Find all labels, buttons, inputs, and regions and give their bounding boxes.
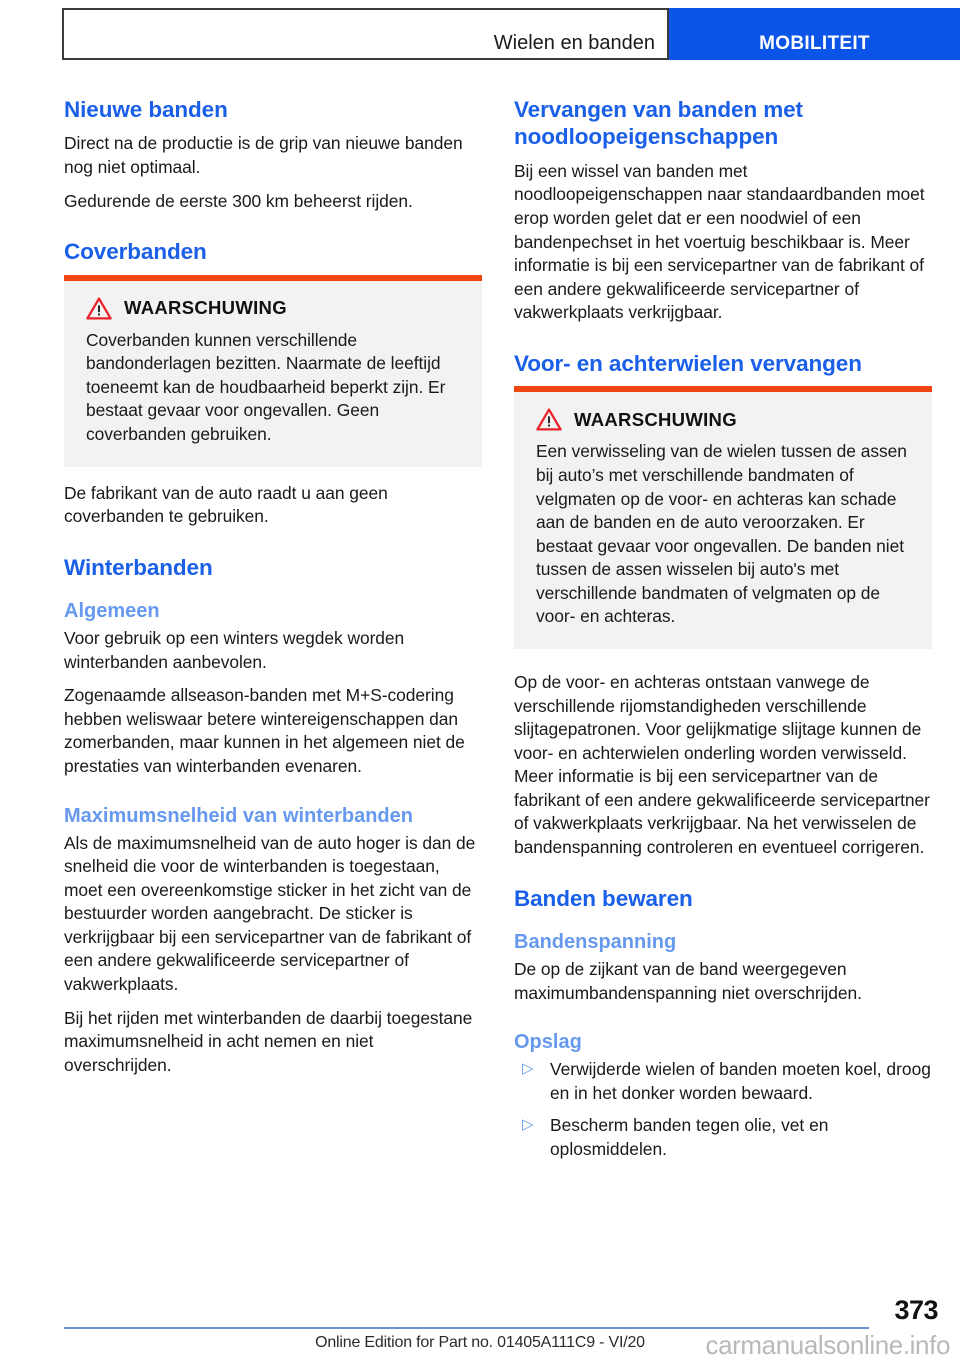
- heading-banden-bewaren: Banden bewaren: [514, 885, 693, 911]
- warning-header: [86, 297, 464, 320]
- spacer: [64, 467, 482, 482]
- list-item: [514, 1114, 932, 1161]
- triangle-bullet-icon: ▷: [522, 1060, 534, 1078]
- paragraph-algemeen-2: Zogenaamde allseason-banden met M+S-codering hebben weliswaar betere wintereigenschappen dan zomerbanden, maar kunnen in het algemeen niet de prestaties van winterbanden evenaren.: [64, 685, 465, 776]
- header-chapter-box: [62, 8, 669, 60]
- warning-box-voor-achterwielen: [514, 386, 932, 649]
- header-section-box: [669, 8, 960, 60]
- warning-text: Een verwisseling van de wielen tussen de assen bij auto’s met verschillende bandmaten of velgmaten op de voor- en achteras kan schade aan de banden en de auto veroorzaken. Er bestaat gevaar voor ongevallen. De banden niet tussen de assen wisselen bij auto's met verschillende bandmaten of velgmaten op de voor- en achteras.: [536, 441, 907, 627]
- paragraph-maximumsnelheid-2: Bij het rijden met winterbanden de daarbij toegestane maximumsnelheid in acht nemen en niet overschrijden.: [64, 1007, 473, 1075]
- spacer: [514, 870, 932, 885]
- heading-maximumsnelheid: Maximumsnelheid van winterbanden: [64, 804, 413, 827]
- spacer: [64, 223, 482, 238]
- warning-title: WAARSCHUWING: [574, 408, 737, 430]
- paragraph-nieuwe-banden-1: Direct na de productie is de grip van nieuwe banden nog niet optimaal.: [64, 133, 463, 178]
- header-chapter-label: Wielen en banden: [493, 32, 655, 54]
- spacer: [64, 539, 482, 554]
- heading-winterbanden: Winterbanden: [64, 554, 213, 580]
- heading-opslag: Opslag: [514, 1031, 582, 1054]
- footer-divider: [64, 1327, 869, 1329]
- list-item-text: Bescherm banden tegen olie, vet en oplosmiddelen.: [550, 1115, 829, 1159]
- left-column: [64, 96, 482, 1162]
- warning-title: WAARSCHUWING: [124, 297, 287, 319]
- spacer: [514, 1015, 932, 1030]
- footer-edition-text: Online Edition for Part no. 01405A111C9 - VI/20: [315, 1334, 645, 1351]
- list-item-text: Verwijderde wielen of banden moeten koel, droog en in het donker worden bewaard.: [550, 1059, 931, 1103]
- heading-vervangen-noodloop: Vervangen van banden met noodloopeigenschappen: [514, 97, 803, 150]
- paragraph-coverbanden-after: De fabrikant van de auto raadt u aan geen coverbanden te gebruiken.: [64, 482, 388, 527]
- page-header: [62, 8, 960, 60]
- heading-coverbanden: Coverbanden: [64, 239, 207, 265]
- page-body: [64, 96, 932, 1162]
- spacer: [64, 590, 482, 599]
- triangle-bullet-icon: ▷: [522, 1116, 534, 1134]
- spacer: [514, 921, 932, 930]
- header-section-label: MOBILITEIT: [759, 33, 870, 54]
- warning-header: [536, 408, 914, 431]
- warning-triangle-icon: [86, 297, 112, 320]
- heading-voor-achterwielen: Voor- en achterwielen vervangen: [514, 350, 862, 376]
- heading-algemeen: Algemeen: [64, 600, 160, 623]
- opslag-bullet-list: [514, 1058, 932, 1161]
- paragraph-algemeen-1: Voor gebruik op een winters wegdek worden winterbanden aanbevolen.: [64, 628, 405, 672]
- paragraph-bandenspanning: De op de zijkant van de band weergegeven maximumbandenspanning niet overschrijden.: [514, 959, 862, 1003]
- spacer: [514, 335, 932, 350]
- spacer: [64, 789, 482, 804]
- right-column: [514, 96, 932, 1162]
- list-item: [514, 1058, 932, 1105]
- paragraph-nieuwe-banden-2: Gedurende de eerste 300 km beheerst rijden.: [64, 190, 413, 211]
- paragraph-vervangen-noodloop: Bij een wissel van banden met noodloopeigenschappen naar standaardbanden moet erop worden gelet dat er een noodwiel of een bandenpechset in het voertuig beschikbaar is. Meer informatie is bij een servicepartner van de fabrikant of een andere gekwalificeerde servicepartner of vakwerkplaats verkrijgbaar.: [514, 160, 925, 323]
- warning-box-coverbanden: [64, 275, 482, 467]
- paragraph-voor-achterwielen-after: Op de voor- en achteras ontstaan vanwege de verschillende rijomstandigheden verschillende slijtagepatronen. Voor gelijkmatige slijtage kunnen de voor- en achterwielen onderling worden verwisseld. Meer informatie is bij een servicepartner van de fabrikant of een andere gekwalificeerde servicepartner of vakwerkplaats verkrijgbaar. Na het verwisselen de bandenspanning controleren en eventueel corrigeren.: [514, 671, 930, 858]
- heading-nieuwe-banden: Nieuwe banden: [64, 97, 228, 122]
- warning-triangle-icon: [536, 408, 562, 431]
- watermark-text: carmanualsonline.info: [705, 1330, 950, 1360]
- page-number: 373: [894, 1295, 938, 1325]
- paragraph-maximumsnelheid-1: Als de maximumsnelheid van de auto hoger is dan de snelheid die voor de winterbanden is toegestaan, moet een overeenkomstige sticker in het zicht van de bestuurder worden aangebracht. De sticker is verkrijgbaar bij een servicepartner van de fabrikant of een andere gekwalificeerde servicepartner of vakwerkplaats.: [64, 832, 476, 995]
- warning-text: Coverbanden kunnen verschillende bandonderlagen bezitten. Naarmate de leeftijd toeneemt kan de houdbaarheid beperkt zijn. Er bestaat gevaar voor ongevallen. Geen coverbanden gebruiken.: [86, 329, 446, 444]
- spacer: [514, 649, 932, 671]
- heading-bandenspanning: Bandenspanning: [514, 931, 677, 954]
